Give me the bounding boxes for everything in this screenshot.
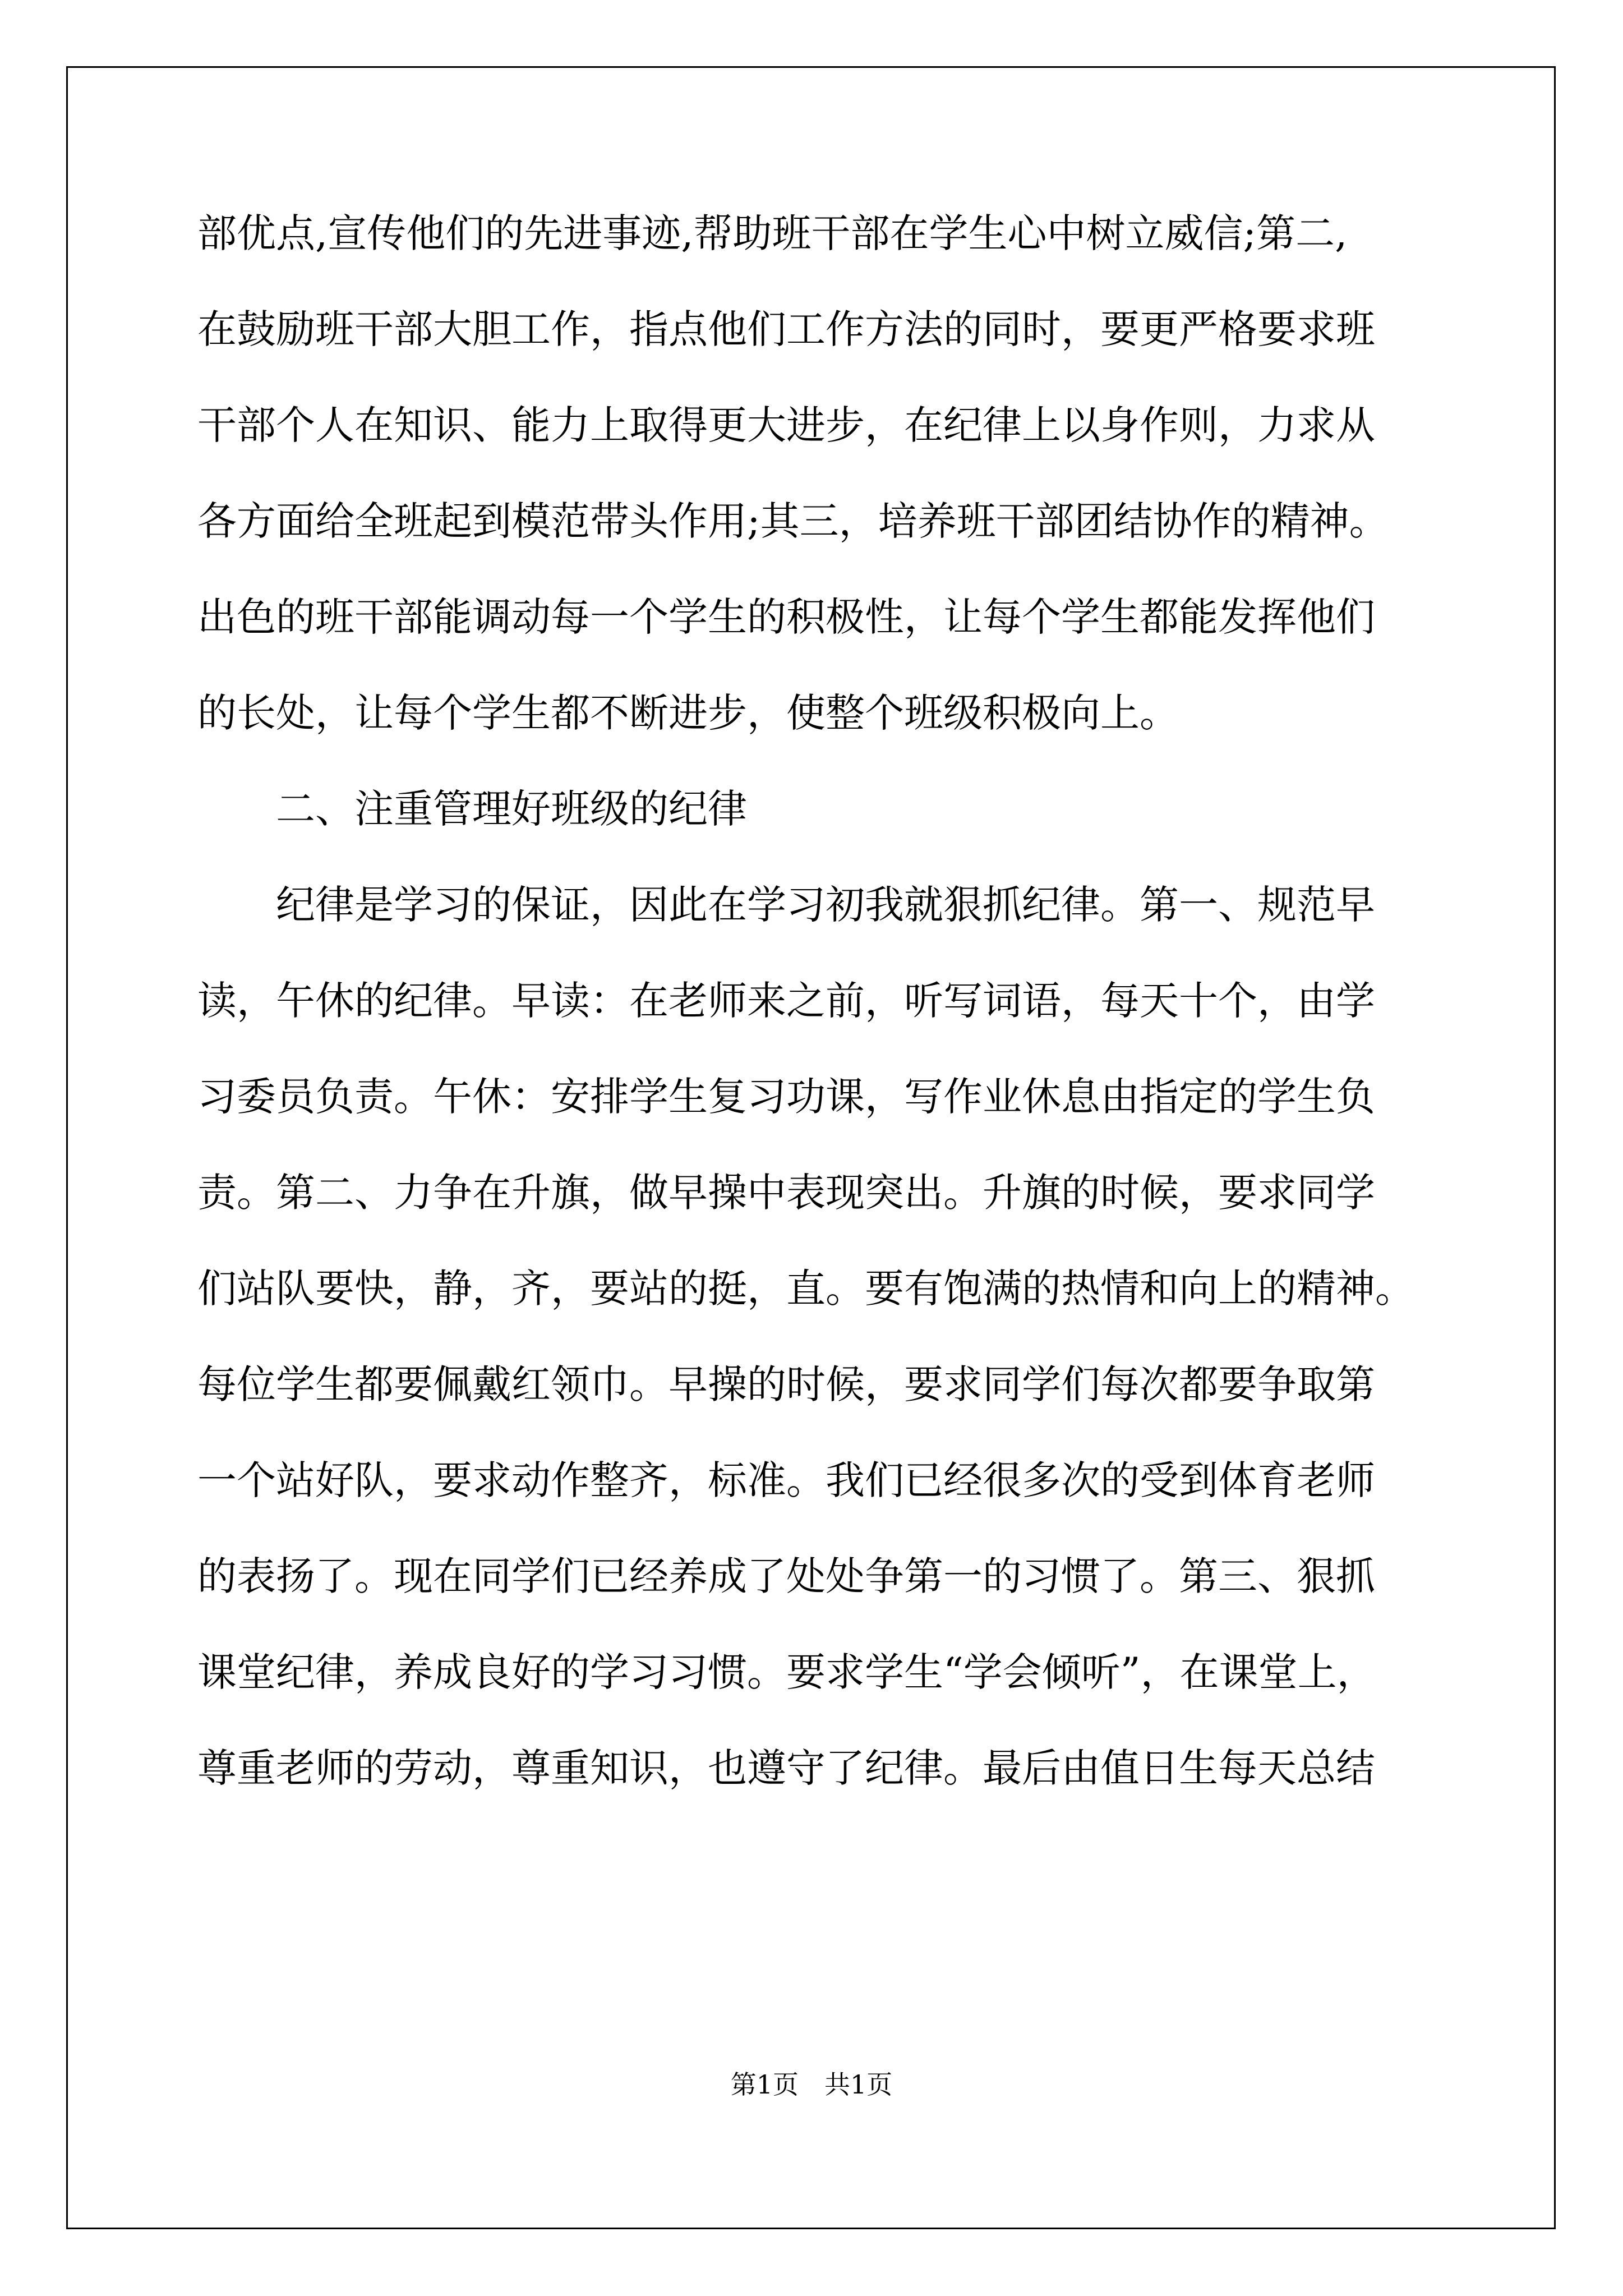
page-border: [66, 66, 1556, 2229]
text-line-11: 责。第二、力争在升旗，做早操中表现突出。升旗的时候，要求同学: [197, 1170, 1375, 1216]
text-line-15: 的表扬了。现在同学们已经养成了处处争第一的习惯了。第三、狠抓: [197, 1553, 1375, 1599]
text-line-10: 习委员负责。午休：安排学生复习功课，写作业休息由指定的学生负: [197, 1074, 1375, 1120]
text-line-4: 各方面给全班起到模范带头作用;其三，培养班干部团结协作的精神。: [197, 498, 1389, 544]
text-line-14: 一个站好队，要求动作整齐，标准。我们已经很多次的受到体育老师: [197, 1457, 1375, 1503]
page-number: 第1页 共1页: [730, 2069, 893, 2100]
text-line-2: 在鼓励班干部大胆工作，指点他们工作方法的同时，要更严格要求班: [197, 306, 1375, 352]
text-line-16: 课堂纪律，养成良好的学习习惯。要求学生“学会倾听”，在课堂上，: [197, 1649, 1376, 1695]
text-line-3: 干部个人在知识、能力上取得更大进步，在纪律上以身作则，力求从: [197, 402, 1375, 448]
text-line-17: 尊重老师的劳动，尊重知识，也遵守了纪律。最后由值日生每天总结: [197, 1745, 1375, 1791]
text-line-12: 们站队要快，静，齐，要站的挺，直。要有饱满的热情和向上的精神。: [197, 1266, 1414, 1312]
text-line-13: 每位学生都要佩戴红领巾。早操的时候，要求同学们每次都要争取第: [197, 1361, 1375, 1407]
text-line-1: 部优点,宣传他们的先进事迹,帮助班干部在学生心中树立威信;第二,: [197, 210, 1348, 256]
text-line-8: 纪律是学习的保证，因此在学习初我就狠抓纪律。第一、规范早: [197, 882, 1375, 928]
text-line-5: 出色的班干部能调动每一个学生的积极性，让每个学生都能发挥他们: [197, 594, 1375, 640]
text-line-9: 读，午休的纪律。早读：在老师来之前，听写词语，每天十个，由学: [197, 978, 1375, 1024]
section-heading: 二、注重管理好班级的纪律: [197, 786, 747, 832]
text-line-6: 的长处，让每个学生都不断进步，使整个班级积极向上。: [197, 690, 1179, 736]
